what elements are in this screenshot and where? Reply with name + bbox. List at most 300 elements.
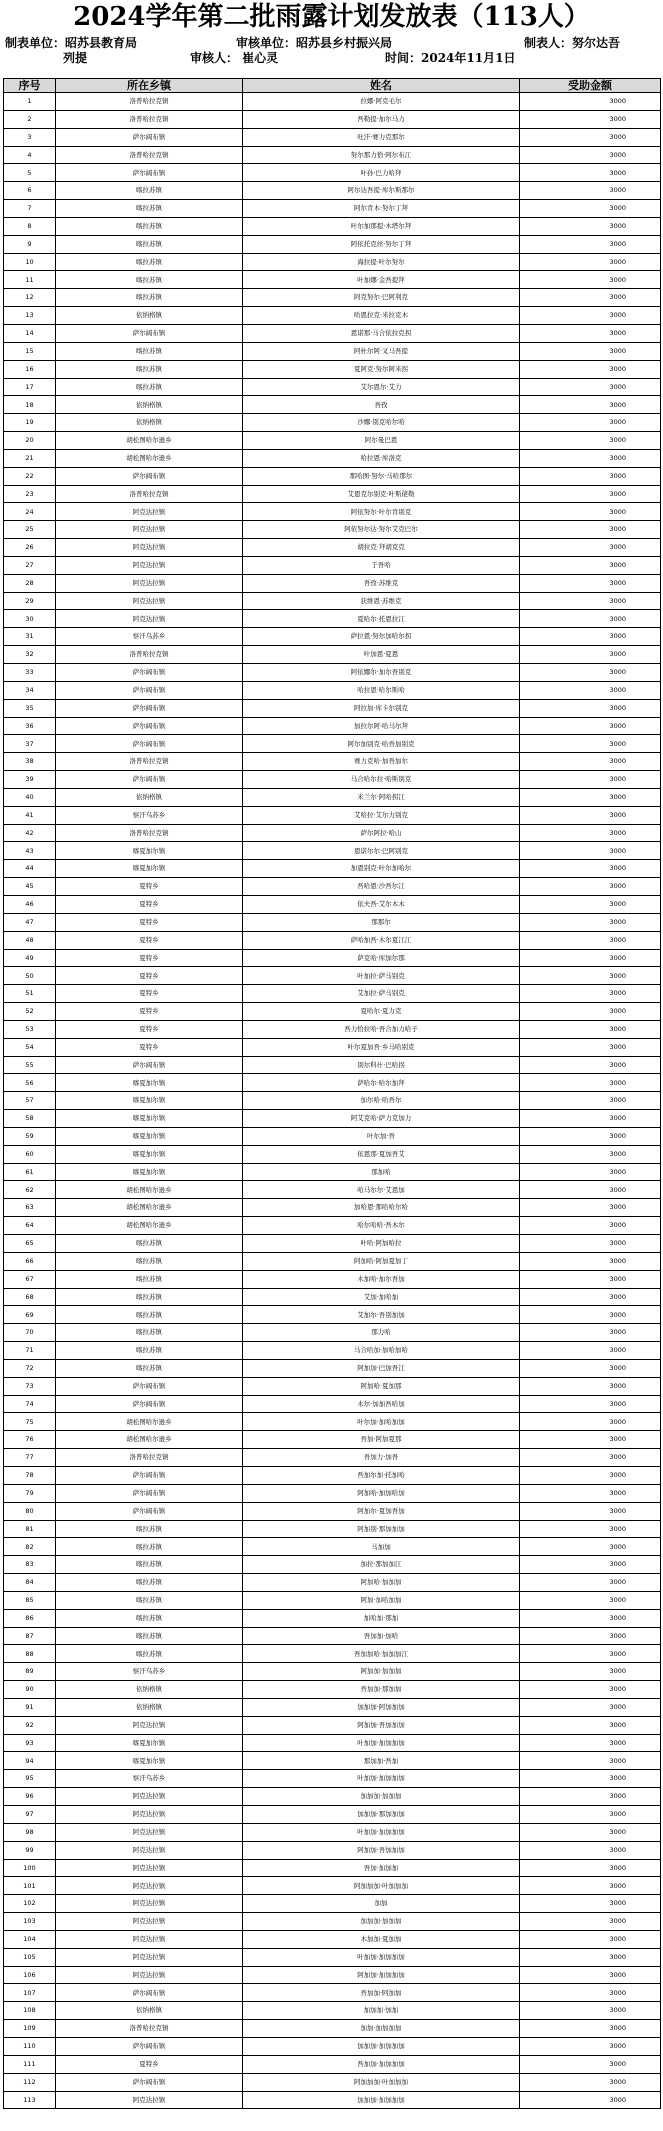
cell-name: 萨哈尔·哈尔加拜 [243, 1074, 520, 1092]
cell-amount: 3000 [520, 467, 661, 485]
cell-amount: 3000 [520, 1788, 661, 1806]
cell-name: 阿拉加·库卡尔别克 [243, 699, 520, 717]
cell-amount: 3000 [520, 1449, 661, 1467]
cell-amount: 3000 [520, 1056, 661, 1074]
cell-amount: 3000 [520, 1110, 661, 1128]
cell-amount: 3000 [520, 967, 661, 985]
cell-town: 阿克达拉镇 [56, 1930, 243, 1948]
cell-no: 40 [4, 788, 56, 806]
cell-town: 萨尔阔布镇 [56, 664, 243, 682]
cell-name: 叶加加·加加加加 [243, 1823, 520, 1841]
cell-amount: 3000 [520, 217, 661, 235]
cell-town: 洛普哈拉克镇 [56, 110, 243, 128]
cell-no: 100 [4, 1859, 56, 1877]
cell-name: 阿加加·吾加加加 [243, 1716, 520, 1734]
cell-name: 获维恩·苏维克 [243, 592, 520, 610]
cell-name: 艾尔恩尔·艾力 [243, 378, 520, 396]
cell-amount: 3000 [520, 1609, 661, 1627]
cell-amount: 3000 [520, 164, 661, 182]
table-row [4, 556, 661, 574]
table-row [4, 806, 661, 824]
table-row [4, 1806, 661, 1824]
cell-amount: 3000 [520, 1145, 661, 1163]
cell-no: 33 [4, 664, 56, 682]
table-row [4, 931, 661, 949]
cell-town: 喀拉苏镇 [56, 342, 243, 360]
table-row [4, 967, 661, 985]
cell-amount: 3000 [520, 1092, 661, 1110]
cell-no: 62 [4, 1181, 56, 1199]
cell-town: 喀拉苏镇 [56, 1645, 243, 1663]
table-row [4, 1359, 661, 1377]
table-row [4, 1270, 661, 1288]
cell-amount: 3000 [520, 699, 661, 717]
cell-amount: 3000 [520, 1806, 661, 1824]
table-row [4, 414, 661, 432]
cell-amount: 3000 [520, 378, 661, 396]
cell-town: 萨尔阔布镇 [56, 771, 243, 789]
cell-no: 61 [4, 1163, 56, 1181]
cell-no: 27 [4, 556, 56, 574]
cell-no: 85 [4, 1591, 56, 1609]
cell-name: 那加加·吾加 [243, 1752, 520, 1770]
cell-amount: 3000 [520, 556, 661, 574]
cell-no: 72 [4, 1359, 56, 1377]
cell-no: 107 [4, 1984, 56, 2002]
cell-town: 夏特乡 [56, 913, 243, 931]
cell-town: 夏特乡 [56, 1038, 243, 1056]
cell-name: 吾加加·加哈 [243, 1627, 520, 1645]
cell-amount: 3000 [520, 1395, 661, 1413]
cell-amount: 3000 [520, 289, 661, 307]
cell-name: 阿加哈·加加加 [243, 1574, 520, 1592]
cell-no: 25 [4, 521, 56, 539]
cell-amount: 3000 [520, 2055, 661, 2073]
table-row [4, 646, 661, 664]
cell-amount: 3000 [520, 860, 661, 878]
cell-town: 喀拉苏镇 [56, 1324, 243, 1342]
cell-amount: 3000 [520, 1734, 661, 1752]
cell-no: 48 [4, 931, 56, 949]
cell-town: 喀夏加尔镇 [56, 1145, 243, 1163]
cell-amount: 3000 [520, 1288, 661, 1306]
cell-town: 夏特乡 [56, 1020, 243, 1038]
cell-no: 58 [4, 1110, 56, 1128]
cell-name: 叶哈·阿加哈拉 [243, 1235, 520, 1253]
cell-name: 夏哈尔·托恩拉江 [243, 610, 520, 628]
cell-no: 15 [4, 342, 56, 360]
cell-no: 89 [4, 1663, 56, 1681]
maker: 制表人：努尔达吾 [524, 36, 621, 50]
table-row [4, 1288, 661, 1306]
cell-town: 夏特乡 [56, 895, 243, 913]
cell-name: 阿加哈·阿加夏加丁 [243, 1252, 520, 1270]
cell-no: 88 [4, 1645, 56, 1663]
table-row [4, 378, 661, 396]
cell-amount: 3000 [520, 1252, 661, 1270]
table-row [4, 1948, 661, 1966]
cell-no: 31 [4, 628, 56, 646]
cell-amount: 3000 [520, 735, 661, 753]
cell-no: 105 [4, 1948, 56, 1966]
cell-name: 夏阿克·努尔阿米拐 [243, 360, 520, 378]
cell-name: 吾加加·那加加 [243, 1681, 520, 1699]
table-row [4, 1913, 661, 1931]
cell-town: 喀夏加尔镇 [56, 1163, 243, 1181]
table-row [4, 664, 661, 682]
table-row [4, 1877, 661, 1895]
cell-amount: 3000 [520, 1591, 661, 1609]
cell-name: 加加加·加加 [243, 2002, 520, 2020]
cell-name: 阿加加加·叶加加加 [243, 1877, 520, 1895]
cell-no: 56 [4, 1074, 56, 1092]
cell-town: 依纳格镇 [56, 788, 243, 806]
cell-town: 喀拉苏镇 [56, 253, 243, 271]
table-row [4, 1377, 661, 1395]
cell-no: 13 [4, 307, 56, 325]
cell-town: 萨尔阔布镇 [56, 164, 243, 182]
cell-name: 加加加·加加加加 [243, 2091, 520, 2109]
cell-amount: 3000 [520, 1574, 661, 1592]
table-row [4, 1395, 661, 1413]
cell-amount: 3000 [520, 1181, 661, 1199]
cell-name: 恩诺尔尔·巴阿别克 [243, 842, 520, 860]
cell-no: 54 [4, 1038, 56, 1056]
cell-no: 90 [4, 1681, 56, 1699]
table-row [4, 788, 661, 806]
cell-no: 103 [4, 1913, 56, 1931]
cell-no: 99 [4, 1841, 56, 1859]
table-row [4, 699, 661, 717]
cell-name: 艾恩克尔别克·叶斯佬勒 [243, 485, 520, 503]
cell-name: 萨尔阿拉·哈山 [243, 824, 520, 842]
cell-name: 别尔科什·巴哈拐 [243, 1056, 520, 1074]
cell-name: 那那尔 [243, 913, 520, 931]
table-row [4, 860, 661, 878]
cell-town: 夏特乡 [56, 2055, 243, 2073]
cell-name: 吾加·阿加夏那 [243, 1431, 520, 1449]
cell-name: 叶加娜·金吾提拜 [243, 271, 520, 289]
cell-town: 喀拉苏镇 [56, 360, 243, 378]
cell-town: 阿克达拉镇 [56, 574, 243, 592]
cell-no: 67 [4, 1270, 56, 1288]
table-row [4, 253, 661, 271]
cell-town: 依纳格镇 [56, 1698, 243, 1716]
table-row [4, 1895, 661, 1913]
table-row [4, 217, 661, 235]
table-row [4, 128, 661, 146]
cell-town: 夏特乡 [56, 878, 243, 896]
cell-town: 喀夏加尔镇 [56, 842, 243, 860]
cell-amount: 3000 [520, 1020, 661, 1038]
cell-amount: 3000 [520, 414, 661, 432]
cell-amount: 3000 [520, 592, 661, 610]
cell-amount: 3000 [520, 1966, 661, 1984]
cell-amount: 3000 [520, 503, 661, 521]
cell-amount: 3000 [520, 1127, 661, 1145]
table-row [4, 1859, 661, 1877]
cell-amount: 3000 [520, 521, 661, 539]
cell-no: 46 [4, 895, 56, 913]
cell-town: 胡松图哈尔逊乡 [56, 1431, 243, 1449]
cell-town: 洛普哈拉克镇 [56, 753, 243, 771]
cell-name: 于吾哈 [243, 556, 520, 574]
table-row [4, 449, 661, 467]
cell-amount: 3000 [520, 253, 661, 271]
table-row [4, 1056, 661, 1074]
cell-name: 胡拉克·拜胡克克 [243, 539, 520, 557]
cell-name: 叶加恩·夏恩 [243, 646, 520, 664]
cell-town: 喀夏加尔镇 [56, 1752, 243, 1770]
cell-no: 6 [4, 182, 56, 200]
cell-town: 阿克达拉镇 [56, 1859, 243, 1877]
cell-town: 喀拉苏镇 [56, 271, 243, 289]
table-row [4, 592, 661, 610]
table-row [4, 1681, 661, 1699]
cell-name: 吾勒提·加尔马力 [243, 110, 520, 128]
cell-amount: 3000 [520, 2037, 661, 2055]
table-row [4, 235, 661, 253]
cell-town: 喀夏加尔镇 [56, 1734, 243, 1752]
table-row [4, 1663, 661, 1681]
maker-cont: 列提 [63, 51, 88, 65]
cell-amount: 3000 [520, 182, 661, 200]
cell-town: 胡松图哈尔逊乡 [56, 1181, 243, 1199]
table-row [4, 1092, 661, 1110]
table-row [4, 1003, 661, 1021]
review-unit: 审核单位：昭苏县乡村振兴局 [236, 36, 393, 50]
cell-town: 萨尔阔布镇 [56, 699, 243, 717]
cell-amount: 3000 [520, 432, 661, 450]
cell-town: 洛普哈拉克镇 [56, 824, 243, 842]
cell-name: 吾加加哈·加加加江 [243, 1645, 520, 1663]
table-row [4, 1627, 661, 1645]
cell-no: 87 [4, 1627, 56, 1645]
table-row [4, 2055, 661, 2073]
cell-town: 洛普哈拉克镇 [56, 485, 243, 503]
cell-town: 胡松图哈尔逊乡 [56, 432, 243, 450]
cell-no: 81 [4, 1520, 56, 1538]
table-row [4, 1484, 661, 1502]
cell-no: 101 [4, 1877, 56, 1895]
table-row [4, 717, 661, 735]
cell-no: 113 [4, 2091, 56, 2109]
cell-name: 叶尔加·吾 [243, 1127, 520, 1145]
cell-amount: 3000 [520, 1698, 661, 1716]
cell-no: 66 [4, 1252, 56, 1270]
cell-no: 28 [4, 574, 56, 592]
table-row [4, 1591, 661, 1609]
table-row [4, 1181, 661, 1199]
table-row [4, 1520, 661, 1538]
table-row [4, 1413, 661, 1431]
table-row [4, 110, 661, 128]
cell-amount: 3000 [520, 200, 661, 218]
cell-no: 60 [4, 1145, 56, 1163]
table-row [4, 1127, 661, 1145]
cell-amount: 3000 [520, 1627, 661, 1645]
cell-name: 米兰尔·阿哈拐江 [243, 788, 520, 806]
cell-amount: 3000 [520, 360, 661, 378]
cell-amount: 3000 [520, 771, 661, 789]
table-row [4, 1788, 661, 1806]
cell-town: 夏特乡 [56, 931, 243, 949]
cell-name: 吾加力·加吾 [243, 1449, 520, 1467]
cell-no: 34 [4, 681, 56, 699]
cell-amount: 3000 [520, 1538, 661, 1556]
header-no: 序号 [4, 79, 56, 93]
cell-no: 73 [4, 1377, 56, 1395]
cell-town: 喀拉苏镇 [56, 1556, 243, 1574]
table-row [4, 1342, 661, 1360]
cell-amount: 3000 [520, 1948, 661, 1966]
cell-amount: 3000 [520, 878, 661, 896]
cell-amount: 3000 [520, 146, 661, 164]
cell-name: 阿尔肯木·努尔丁拜 [243, 200, 520, 218]
cell-town: 洛普哈拉克镇 [56, 93, 243, 111]
cell-no: 44 [4, 860, 56, 878]
cell-amount: 3000 [520, 307, 661, 325]
cell-town: 萨尔阔布镇 [56, 2073, 243, 2091]
cell-no: 106 [4, 1966, 56, 1984]
table-row [4, 2073, 661, 2091]
cell-town: 依纳格镇 [56, 2002, 243, 2020]
cell-amount: 3000 [520, 485, 661, 503]
cell-no: 52 [4, 1003, 56, 1021]
cell-no: 108 [4, 2002, 56, 2020]
cell-no: 43 [4, 842, 56, 860]
cell-town: 喀拉苏镇 [56, 1342, 243, 1360]
cell-town: 萨尔阔布镇 [56, 324, 243, 342]
cell-amount: 3000 [520, 1681, 661, 1699]
cell-amount: 3000 [520, 1466, 661, 1484]
table-row [4, 949, 661, 967]
table-row [4, 1145, 661, 1163]
cell-no: 5 [4, 164, 56, 182]
document-title: 2024学年第二批雨露计划发放表（113人） [73, 2, 590, 32]
cell-name: 木加加·夏加加 [243, 1930, 520, 1948]
table-row [4, 485, 661, 503]
cell-no: 7 [4, 200, 56, 218]
table-row [4, 1930, 661, 1948]
cell-town: 喀夏加尔镇 [56, 1110, 243, 1128]
header-amount: 受助金额 [520, 79, 661, 93]
table-row [4, 574, 661, 592]
table-row [4, 289, 661, 307]
cell-town: 喀拉苏镇 [56, 1359, 243, 1377]
cell-amount: 3000 [520, 396, 661, 414]
table-row [4, 1431, 661, 1449]
time: 时间：2024年11月1日 [385, 51, 516, 65]
cell-name: 加哈加·那加 [243, 1609, 520, 1627]
cell-no: 53 [4, 1020, 56, 1038]
cell-amount: 3000 [520, 806, 661, 824]
cell-no: 18 [4, 396, 56, 414]
cell-amount: 3000 [520, 1431, 661, 1449]
cell-name: 吾加·加加加 [243, 1859, 520, 1877]
cell-amount: 3000 [520, 1841, 661, 1859]
cell-name: 阿加加·巴加吾江 [243, 1359, 520, 1377]
cell-name: 阿尔曼巴恩 [243, 432, 520, 450]
cell-name: 阿加加加·叶加加加 [243, 2073, 520, 2091]
cell-no: 50 [4, 967, 56, 985]
cell-town: 喀夏加尔镇 [56, 1127, 243, 1145]
cell-name: 拉娜·阿克毛尔 [243, 93, 520, 111]
cell-town: 阿克达拉镇 [56, 1823, 243, 1841]
cell-no: 49 [4, 949, 56, 967]
cell-no: 111 [4, 2055, 56, 2073]
cell-name: 哈拉恩·库洛克 [243, 449, 520, 467]
cell-amount: 3000 [520, 1913, 661, 1931]
table-row [4, 1716, 661, 1734]
cell-name: 阿艾克哈·萨力克加力 [243, 1110, 520, 1128]
cell-town: 洛普哈拉克镇 [56, 2020, 243, 2038]
table-row [4, 753, 661, 771]
cell-no: 68 [4, 1288, 56, 1306]
cell-no: 110 [4, 2037, 56, 2055]
cell-amount: 3000 [520, 1716, 661, 1734]
cell-no: 38 [4, 753, 56, 771]
cell-name: 那哈图·努尔·马哈那尔 [243, 467, 520, 485]
cell-name: 夏哈尔·夏力克 [243, 1003, 520, 1021]
table-row [4, 360, 661, 378]
cell-amount: 3000 [520, 1003, 661, 1021]
cell-no: 104 [4, 1930, 56, 1948]
cell-name: 木加哈·加尔吾加 [243, 1270, 520, 1288]
cell-name: 马合哈加·加哈加哈 [243, 1342, 520, 1360]
cell-town: 依纳格镇 [56, 414, 243, 432]
cell-town: 阿克达拉镇 [56, 556, 243, 574]
table-row [4, 324, 661, 342]
cell-name: 阿杜尔阿·叉马吾提 [243, 342, 520, 360]
cell-name: 萨克哈·库加尔那 [243, 949, 520, 967]
cell-name: 加加加·阿加加加 [243, 1698, 520, 1716]
cell-amount: 3000 [520, 2020, 661, 2038]
cell-town: 喀夏加尔镇 [56, 1074, 243, 1092]
cell-name: 叶尔加·加哈加加 [243, 1413, 520, 1431]
cell-town: 夏特乡 [56, 985, 243, 1003]
table-row [4, 1038, 661, 1056]
table-row [4, 895, 661, 913]
cell-town: 喀拉苏镇 [56, 289, 243, 307]
cell-amount: 3000 [520, 1930, 661, 1948]
cell-name: 叶尔加那提·木塔尔拜 [243, 217, 520, 235]
cell-town: 察汗乌苏乡 [56, 628, 243, 646]
cell-amount: 3000 [520, 1984, 661, 2002]
table-row [4, 1752, 661, 1770]
cell-amount: 3000 [520, 664, 661, 682]
cell-amount: 3000 [520, 985, 661, 1003]
cell-amount: 3000 [520, 913, 661, 931]
cell-no: 98 [4, 1823, 56, 1841]
cell-amount: 3000 [520, 628, 661, 646]
cell-no: 79 [4, 1484, 56, 1502]
cell-amount: 3000 [520, 1895, 661, 1913]
cell-no: 19 [4, 414, 56, 432]
cell-town: 胡松图哈尔逊乡 [56, 1413, 243, 1431]
cell-amount: 3000 [520, 2002, 661, 2020]
cell-name: 加拉·那加加江 [243, 1556, 520, 1574]
cell-town: 喀拉苏镇 [56, 200, 243, 218]
cell-town: 阿克达拉镇 [56, 1841, 243, 1859]
header-name: 姓名 [243, 79, 520, 93]
cell-town: 喀拉苏镇 [56, 1288, 243, 1306]
cell-name: 木尔·加加吾哈加 [243, 1395, 520, 1413]
table-row [4, 1252, 661, 1270]
cell-name: 阿加哈·加加哈加 [243, 1484, 520, 1502]
cell-town: 依纳格镇 [56, 1681, 243, 1699]
cell-town: 萨尔阔布镇 [56, 1502, 243, 1520]
